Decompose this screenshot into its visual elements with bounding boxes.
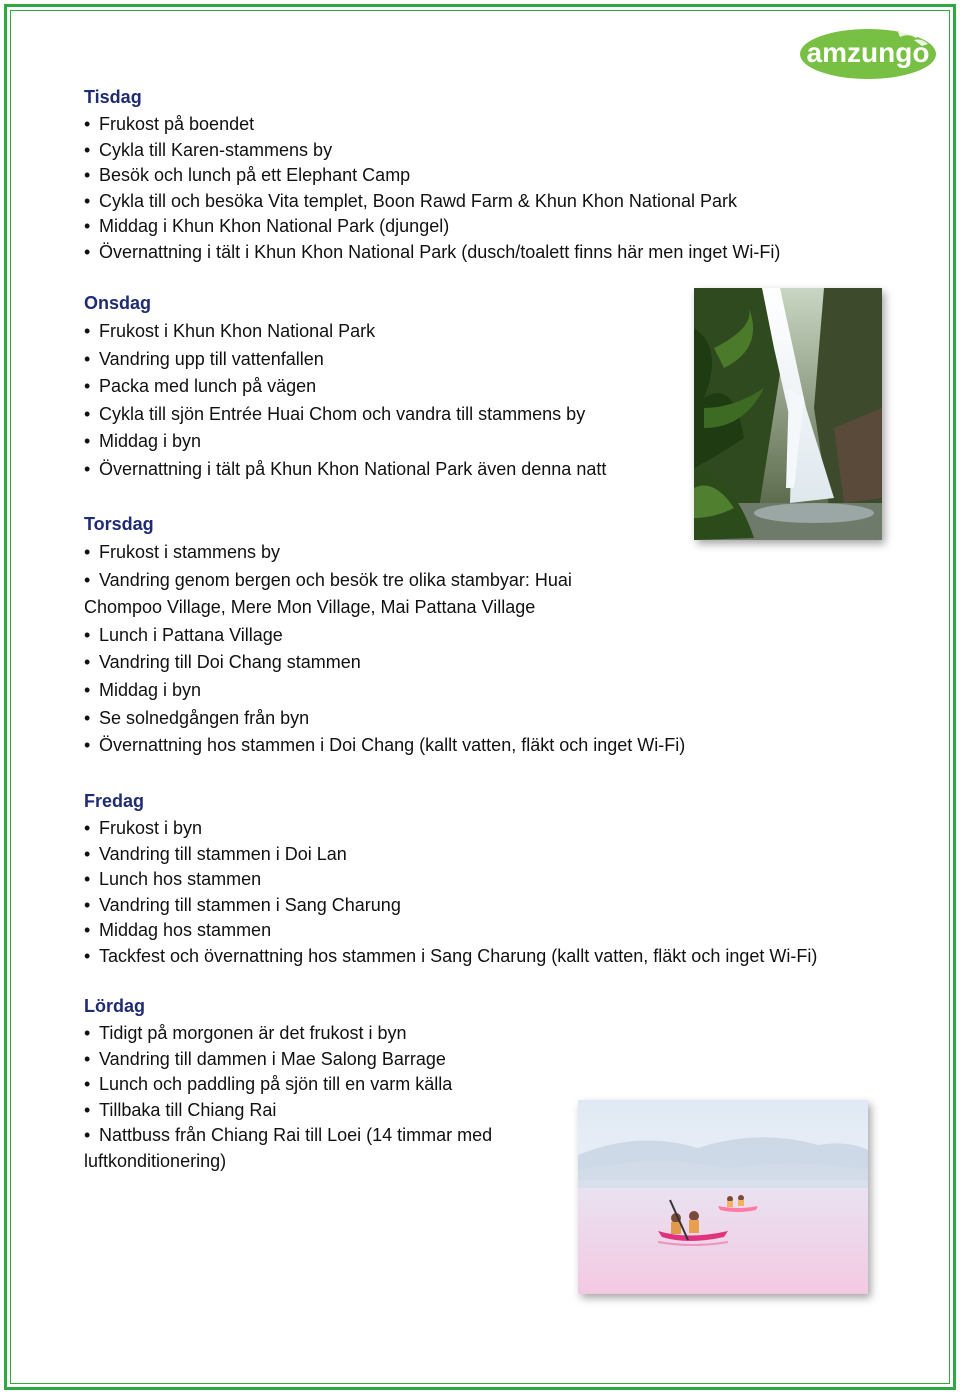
- list-item: • Lunch och paddling på sjön till en varm källa: [84, 1074, 453, 1094]
- day-section-onsdag: [84, 292, 684, 484]
- day-section-torsdag: [84, 513, 686, 760]
- logo-text: amzungo: [806, 37, 930, 68]
- list-item: • Cykla till sjön Entrée Huai Chom och vandra till stammens by: [84, 403, 586, 424]
- list-item: • Frukost på boendet: [84, 114, 255, 134]
- list-item: • Tillbaka till Chiang Rai: [84, 1099, 277, 1120]
- list-item: • Frukost i stammens by: [84, 542, 281, 562]
- list-item: • Middag i byn: [84, 431, 202, 452]
- day-section-tisdag: [84, 86, 884, 265]
- list-item: • Middag hos stammen: [84, 920, 272, 940]
- amzungo-logo: [798, 24, 938, 80]
- list-item: • Vandring till stammen i Doi Lan: [84, 843, 347, 864]
- list-item: • Middag i byn: [84, 679, 202, 700]
- day-heading: Fredag: [84, 791, 145, 811]
- list-item: • Frukost i Khun Khon National Park: [84, 321, 376, 341]
- list-item: • Cykla till Karen-stammens by: [84, 139, 333, 160]
- list-item: • Övernattning hos stammen i Doi Chang (kallt vatten, fläkt och inget Wi-Fi): [84, 735, 686, 756]
- list-item: • Vandring till Doi Chang stammen: [84, 652, 361, 673]
- list-item: • Nattbuss från Chiang Rai till Loei (14 timmar med luftkonditionering): [84, 1125, 493, 1171]
- day-heading: Tisdag: [84, 87, 142, 107]
- kayak-lake-photo: [578, 1100, 868, 1294]
- list-item: • Vandring upp till vattenfallen: [84, 348, 324, 369]
- list-item: • Lunch hos stammen: [84, 869, 262, 889]
- list-item: • Vandring genom bergen och besök tre olika stambyar: Huai Chompoo Village, Mere Mon Village, Mai Pattana Village: [84, 569, 572, 618]
- list-item: • Vandring till dammen i Mae Salong Barrage: [84, 1048, 446, 1069]
- day-section-fredag: [84, 790, 904, 969]
- list-item: • Övernattning i tält på Khun Khon National Park även denna natt: [84, 458, 607, 479]
- list-item: • Cykla till och besöka Vita templet, Boon Rawd Farm & Khun Khon National Park: [84, 190, 737, 211]
- list-item: • Övernattning i tält i Khun Khon National Park (dusch/toalett finns här men inget Wi-Fi): [84, 241, 781, 262]
- list-item: • Vandring till stammen i Sang Charung: [84, 894, 401, 915]
- waterfall-photo: [694, 288, 882, 540]
- list-item: • Se solnedgången från byn: [84, 707, 310, 728]
- list-item: • Middag i Khun Khon National Park (djungel): [84, 216, 450, 236]
- day-section-lordag: [84, 995, 544, 1174]
- day-heading: Torsdag: [84, 514, 154, 534]
- list-item: • Besök och lunch på ett Elephant Camp: [84, 165, 411, 185]
- day-heading: Lördag: [84, 996, 145, 1016]
- list-item: • Frukost i byn: [84, 818, 203, 838]
- list-item: • Tackfest och övernattning hos stammen i Sang Charung (kallt vatten, fläkt och inget Wi-Fi): [84, 945, 818, 966]
- list-item: • Lunch i Pattana Village: [84, 624, 283, 645]
- list-item: • Packa med lunch på vägen: [84, 376, 317, 397]
- list-item: • Tidigt på morgonen är det frukost i byn: [84, 1023, 407, 1043]
- day-heading: Onsdag: [84, 293, 152, 313]
